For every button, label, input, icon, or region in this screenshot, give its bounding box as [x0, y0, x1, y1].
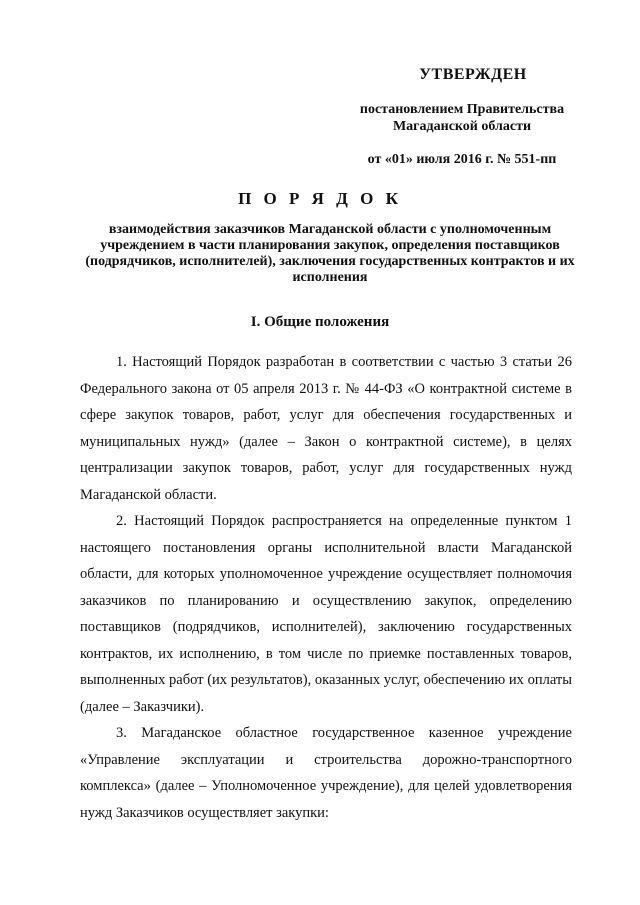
approval-date: от «01» июля 2016 г. № 551-пп: [367, 152, 557, 167]
body-text: [80, 349, 572, 826]
approval-line-1: постановлением Правительства: [359, 102, 565, 117]
document-title: П О Р Я Д О К: [238, 189, 402, 208]
paragraph-1: 1. Настоящий Порядок разработан в соответствии с частью 3 статьи 26 Федерального закона от 05 апреля 2013 г. № 44-ФЗ «О контрактной системе в сфере закупок товаров, работ, услуг для обеспечения государственных и муниципальных нужд» (далее – Закон о контрактной системе), в целях централизации закупок товаров, работ, услуг для государственных нужд Магаданской области.: [80, 354, 572, 503]
paragraph-3: 3. Магаданское областное государственное казенное учреждение «Управление эксплуатации и строительства дорожно-транспортного комплекса» (далее – Уполномоченное учреждение), для целей удовлетворения нужд Заказчиков осуществляет закупки:: [80, 725, 572, 821]
section-heading: I. Общие положения: [250, 314, 390, 330]
approval-line-2: Магаданской области: [392, 119, 532, 134]
approval-stamp: [332, 66, 592, 168]
paragraph-2: 2. Настоящий Порядок распространяется на определенные пунктом 1 настоящего постановления органы исполнительной власти Магаданской области, для которых уполномоченное учреждение осуществляет полномочия заказчиков по планированию и осуществлению закупок, определению поставщиков (подрядчиков, исполнителей), заключению государственных контрактов, их исполнению, в том числе по приемке поставленных товаров, выполненных работ (их результатов), оказанных услуг, обеспечению их оплаты (далее – Заказчики).: [80, 513, 572, 715]
approval-title: УТВЕРЖДЕН: [419, 66, 527, 83]
document-subtitle: взаимодействия заказчиков Магаданской области с уполномоченным учреждением в части планирования закупок, определения поставщиков (подрядчиков, исполнителей), заключения государственных контрактов и их исполнения: [85, 222, 575, 285]
